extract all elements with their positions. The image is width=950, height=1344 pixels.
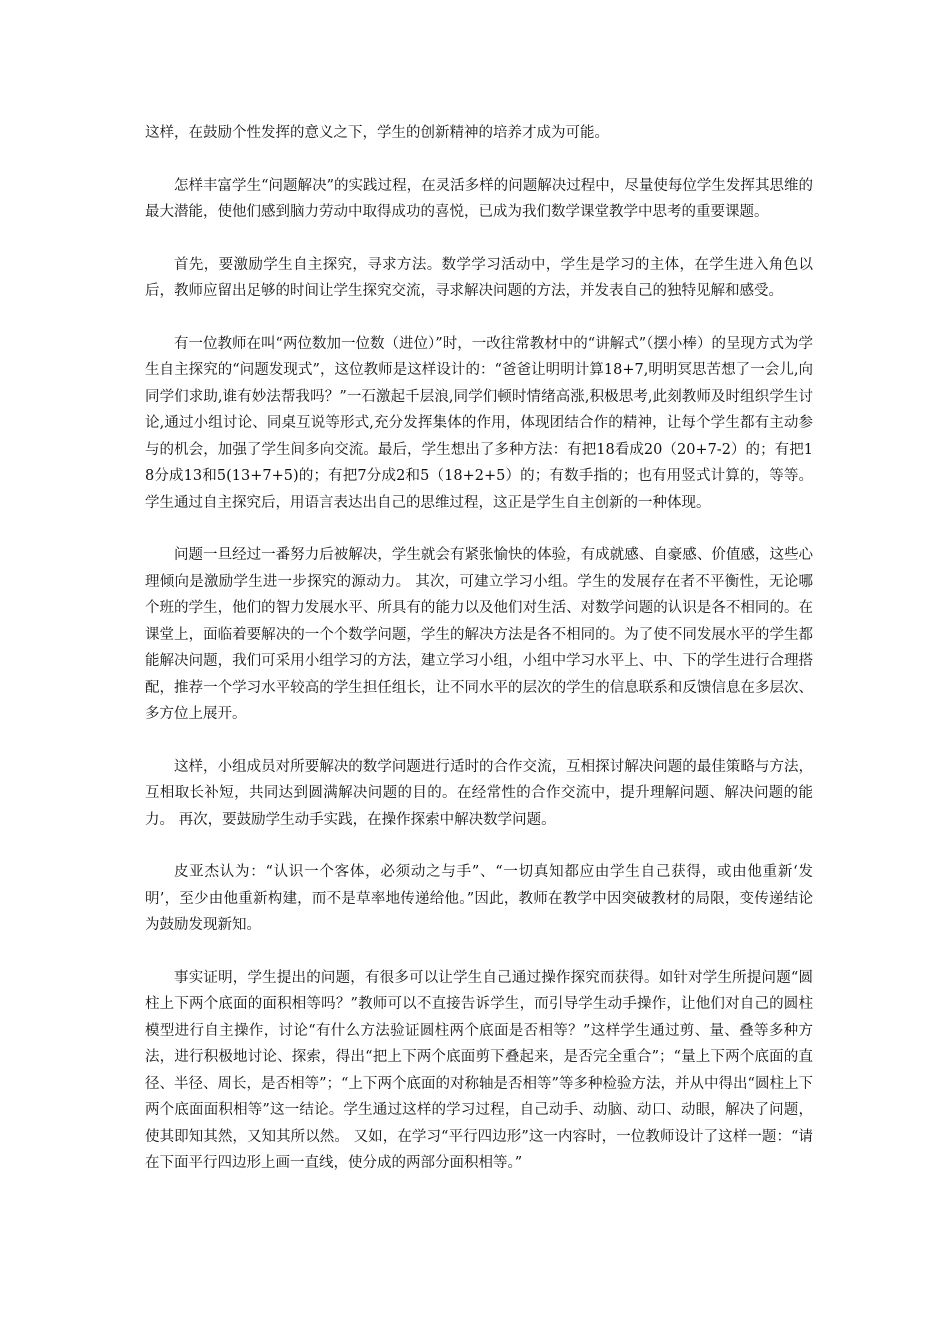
paragraph-3: 首先，要激励学生自主探究，寻求方法。数学学习活动中，学生是学习的主体，在学生进入角色以后，教师应留出足够的时间让学生探究交流，寻求解决问题的方法，并发表自己的独特见解和感受。	[145, 256, 813, 299]
paragraph-6: 这样，小组成员对所要解决的数学问题进行适时的合作交流，互相探讨解决问题的最佳策略与方法，互相取长补短，共同达到圆满解决问题的目的。在经常性的合作交流中，提升理解问题、解决问题的能力。 再次，要鼓励学生动手实践，在操作探索中解决数学问题。	[145, 758, 813, 828]
paragraph-7: 皮亚杰认为：“认识一个客体，必须动之与手”、“一切真知都应由学生自己获得，或由他重新‘发明’，至少由他重新构建，而不是草率地传递给他。”因此，教师在教学中因突破教材的局限，变传递结论为鼓励发现新知。	[145, 864, 813, 933]
paragraph-4: 有一位教师在叫“两位数加一位数（进位）”时，一改往常教材中的“讲解式”（摆小棒）的呈现方式为学生自主探究的“问题发现式”，这位教师是这样设计的：“爸爸让明明计算18+7,明明冥思苦想了一会儿,向同学们求助,谁有妙法帮我吗？”一石激起千层浪,同学们顿时情绪高涨,积极思考,此刻教师及时组织学生讨论,通过小组讨论、同桌互说等形式,充分发挥集体的作用，体现团结合作的精神，让每个学生都有主动参与的机会，加强了学生间多向交流。最后，学生想出了多种方法：有把18看成20（20+7-2）的；有把18分成13和5(13+7+5)的；有把7分成2和5（18+2+5）的；有数手指的；也有用竖式计算的，等等。 学生通过自主探究后，用语言表达出自己的思维过程，这正是学生自主创新的一种体现。	[145, 335, 813, 511]
paragraph-5: 问题一旦经过一番努力后被解决，学生就会有紧张愉快的体验，有成就感、自豪感、价值感，这些心理倾向是激励学生进一步探究的源动力。 其次，可建立学习小组。学生的发展存在者不平衡性，无论哪个班的学生，他们的智力发展水平、所具有的能力以及他们对生活、对数学问题的认识是各不相同的。在课堂上，面临着要解决的一个个数学问题，学生的解决方法是各不相同的。为了使不同发展水平的学生都能解决问题，我们可采用小组学习的方法，建立学习小组，小组中学习水平上、中、下的学生进行合理搭配，推荐一个学习水平较高的学生担任组长，让不同水平的层次的学生的信息联系和反馈信息在多层次、多方位上展开。	[145, 547, 813, 722]
document-body	[145, 120, 813, 1203]
paragraph-8: 事实证明，学生提出的问题，有很多可以让学生自己通过操作探究而获得。如针对学生所提问题“圆柱上下两个底面的面积相等吗？”教师可以不直接告诉学生，而引导学生动手操作，让他们对自己的圆柱模型进行自主操作，讨论“有什么方法验证圆柱两个底面是否相等？”这样学生通过剪、量、叠等多种方法，进行积极地讨论、探索，得出“把上下两个底面剪下叠起来，是否完全重合”；“量上下两个底面的直径、半径、周长，是否相等”；“上下两个底面的对称轴是否相等”等多种检验方法，并从中得出“圆柱上下两个底面面积相等”这一结论。学生通过这样的学习过程，自己动手、动脑、动口、动眼，解决了问题，使其即知其然，又知其所以然。 又如，在学习“平行四边形”这一内容时，一位教师设计了这样一题：“请在下面平行四边形上画一直线，使分成的两部分面积相等。”	[145, 969, 813, 1171]
paragraph-1: 这样，在鼓励个性发挥的意义之下，学生的创新精神的培养才成为可能。	[145, 125, 609, 141]
paragraph-2: 怎样丰富学生“问题解决”的实践过程，在灵活多样的问题解决过程中，尽量使每位学生发挥其思维的最大潜能，使他们感到脑力劳动中取得成功的喜悦，已成为我们数学课堂教学中思考的重要课题。	[145, 177, 813, 220]
